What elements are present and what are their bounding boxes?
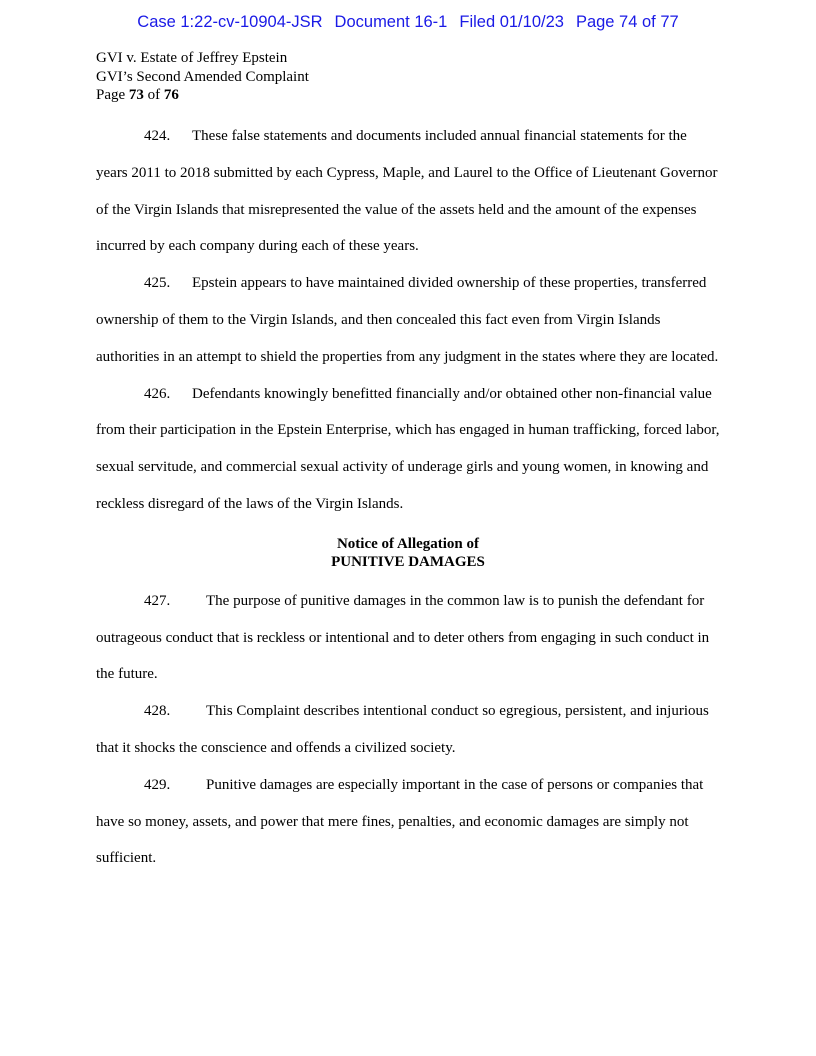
paragraph-text: Defendants knowingly benefitted financially and/or obtained other non-financial value from their participation in the Epstein Enterprise, which has engaged in human trafficking, forced labor, sexual servitude, and commercial sexual activity of underage girls and young women, in knowing and reckless disregard of the laws of the Virgin Islands.	[96, 385, 720, 512]
paragraph-number: 429.	[144, 776, 171, 793]
document-number: Document 16-1	[334, 13, 448, 31]
section-heading-line1: Notice of Allegation of	[336, 535, 480, 552]
section-heading-line2: PUNITIVE DAMAGES	[331, 553, 485, 570]
paragraph-number: 428.	[144, 703, 171, 720]
paragraph-428	[96, 693, 720, 767]
caption-document-title: GVI’s Second Amended Complaint	[96, 68, 309, 85]
caption-page-total: 76	[163, 87, 179, 103]
case-number: Case 1:22-cv-10904-JSR	[137, 13, 323, 31]
paragraph-425	[96, 265, 720, 375]
paragraph-text: Punitive damages are especially important in the case of persons or companies that have so money, assets, and power that mere fines, penalties, and economic damages are simply not sufficient.	[96, 776, 704, 867]
document-body	[96, 118, 720, 877]
paragraph-number: 426.	[144, 385, 171, 402]
paragraph-427	[96, 583, 720, 693]
caption-page-number: Page 73 of 76	[96, 87, 179, 103]
caption-page-current: 73	[128, 87, 144, 103]
section-heading	[96, 535, 720, 571]
paragraph-number: 427.	[144, 592, 171, 609]
paragraph-426	[96, 376, 720, 523]
caption-case-title: GVI v. Estate of Jeffrey Epstein	[96, 50, 288, 66]
court-filing-header	[0, 13, 816, 32]
paragraph-text: This Complaint describes intentional conduct so egregious, persistent, and injurious that it shocks the conscience and offends a civilized society.	[96, 703, 709, 756]
court-page-number: Page 74 of 77	[575, 13, 679, 31]
document-caption	[96, 49, 309, 105]
paragraph-text: These false statements and documents included annual financial statements for the years 2011 to 2018 submitted by each Cypress, Maple, and Laurel to the Office of Lieutenant Governor of the Virgin Islands that misrepresented the value of the assets held and the amount of the expenses incurred by each company during each of these years.	[96, 128, 718, 255]
filed-date: Filed 01/10/23	[459, 13, 564, 31]
paragraph-429	[96, 767, 720, 877]
paragraph-text: Epstein appears to have maintained divided ownership of these properties, transferred ownership of them to the Virgin Islands, and then concealed this fact even from Virgin Islands authorities in an attempt to shield the properties from any judgment in the states where they are located.	[96, 275, 719, 365]
paragraph-number: 425.	[144, 275, 171, 292]
paragraph-number: 424.	[144, 128, 171, 144]
paragraph-text: The purpose of punitive damages in the common law is to punish the defendant for outrageous conduct that is reckless or intentional and to deter others from engaging in such conduct in the future.	[96, 592, 710, 683]
paragraph-424	[96, 118, 720, 265]
